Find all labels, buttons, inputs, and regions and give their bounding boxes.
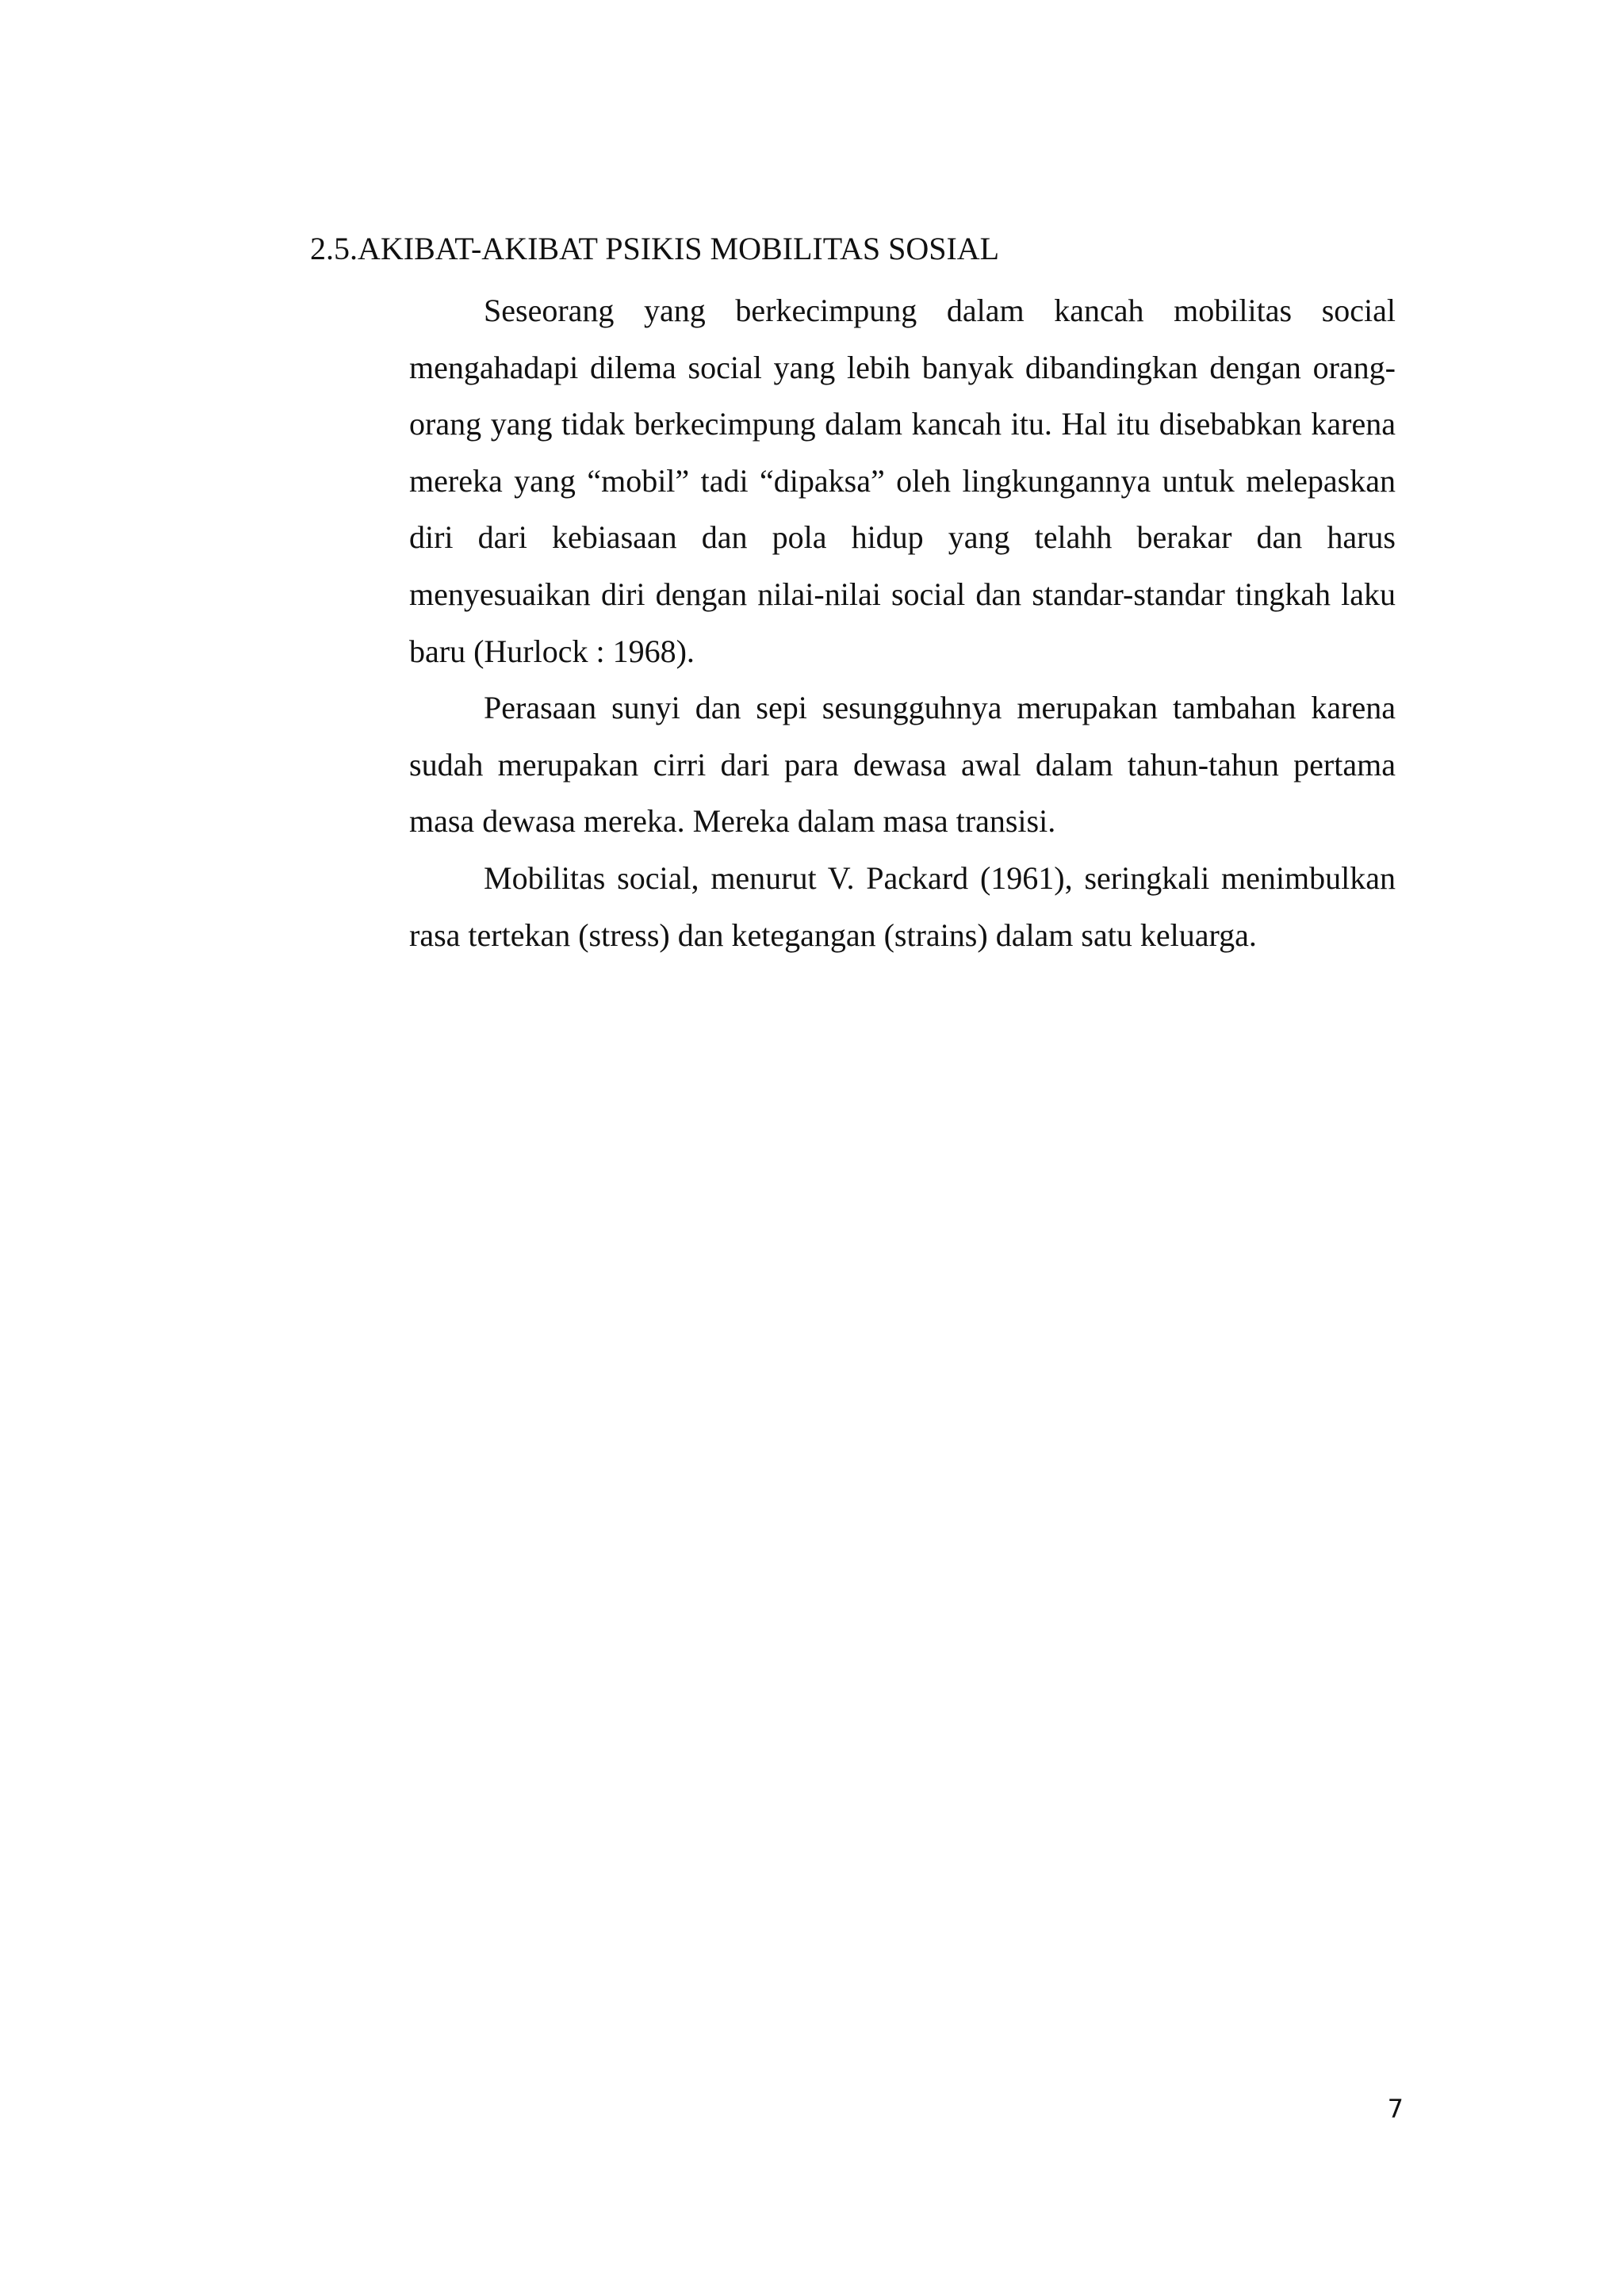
body-text (409, 282, 1396, 963)
section-heading: 2.5.AKIBAT-AKIBAT PSIKIS MOBILITAS SOSIAL (310, 231, 1000, 266)
page-number: 7 (1387, 2094, 1404, 2124)
paragraph-2: Perasaan sunyi dan sepi sesungguhnya merupakan tambahan karena sudah merupakan cirri dari para dewasa awal dalam tahun-tahun pertama masa dewasa mereka. Mereka dalam masa transisi. (409, 690, 1396, 840)
paragraph-1: Seseorang yang berkecimpung dalam kancah mobilitas social mengahadapi dilema social yang lebih banyak dibandingkan dengan orang-orang yang tidak berkecimpung dalam kancah itu. Hal itu disebabkan karena mereka yang “mobil” tadi “dipaksa” oleh lingkungannya untuk melepaskan diri dari kebiasaan dan pola hidup yang telahh berakar dan harus menyesuaikan diri dengan nilai-nilai social dan standar-standar tingkah laku baru (Hurlock : 1968). (409, 293, 1396, 669)
paragraph-3: Mobilitas social, menurut V. Packard (1961), seringkali menimbulkan rasa tertekan (stress) dan ketegangan (strains) dalam satu keluarga. (409, 859, 1396, 953)
